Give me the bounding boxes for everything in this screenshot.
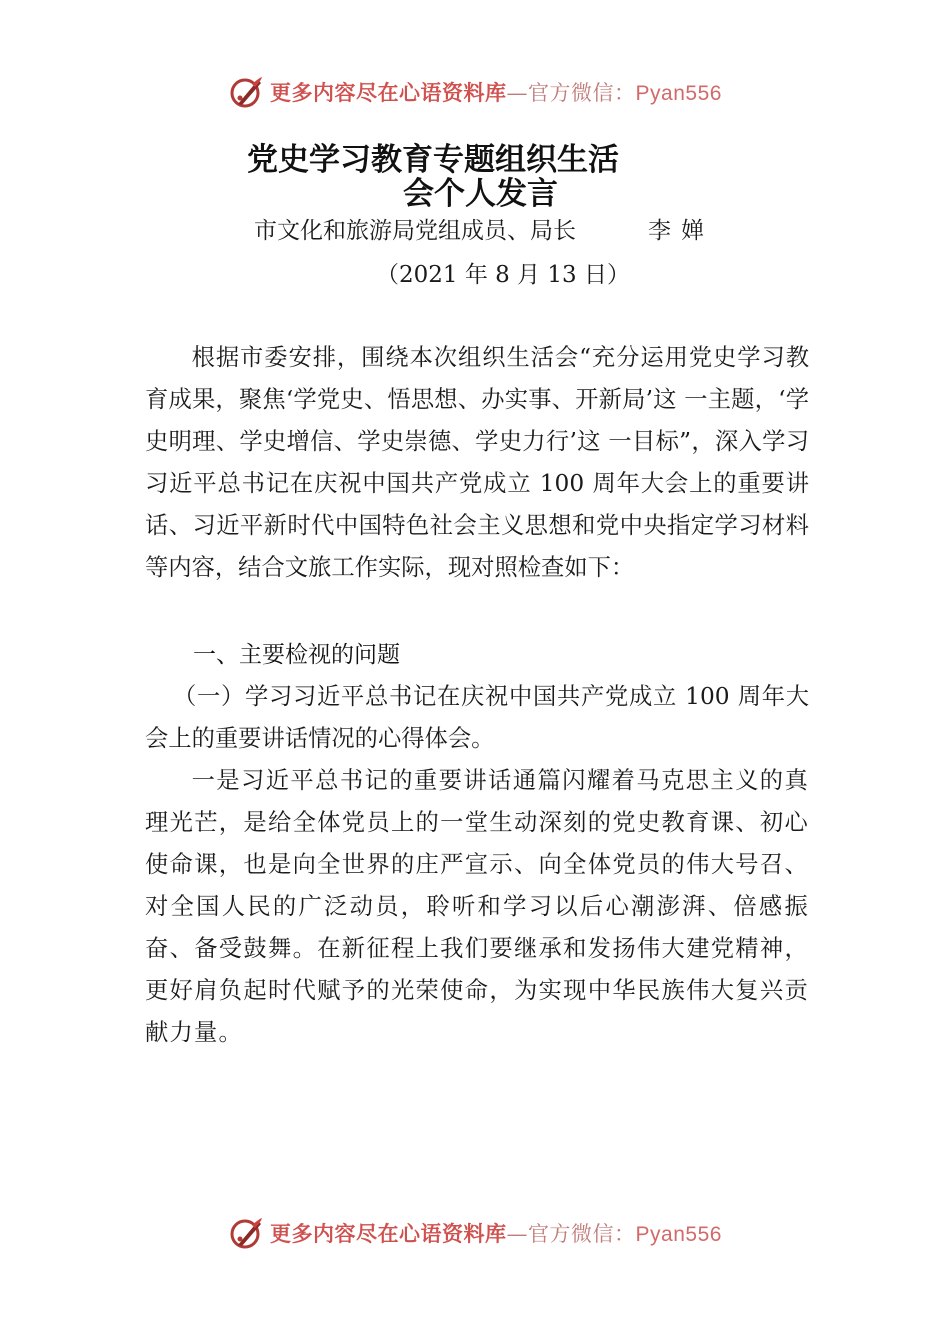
section-heading: 一、主要检视的问题 [193, 642, 400, 668]
banner-wechat-id: Pyan556 [635, 1223, 722, 1246]
quill-logo-icon [228, 1215, 264, 1251]
author-line [254, 212, 714, 245]
paragraph-intro: 根据市委安排，围绕本次组织生活会“充分运用党史学习教育成果，聚焦‘学党史、悟思想、办实事、开新局’这 一主题，‘学史明理、学史增信、学史崇德、学史力行’这 一目标”，深入学习习近平总书记在庆祝中国共产党成立 100 周年大会上的重要讲话、习近平新时代中国特色社会主义思想和党中央指定学习材料等内容，结合文旅工作实际，现对照检查如下： [145, 344, 809, 581]
author-name: 李婵 [648, 218, 714, 244]
paragraph-subheading: （一）学习习近平总书记在庆祝中国共产党成立 100 周年大会上的重要讲话情况的心得体会。 [145, 683, 809, 752]
document-title-line2: 会个人发言 [403, 176, 558, 212]
footer-banner [0, 1213, 950, 1253]
banner-wechat-label: —官方微信： [506, 81, 636, 105]
document-title-line1: 党史学习教育专题组织生活 [247, 142, 619, 178]
document-date: （2021 年 8 月 13 日） [376, 262, 630, 288]
banner-wechat-id: Pyan556 [635, 82, 722, 105]
banner-brand: 更多内容尽在心语资料库 [270, 80, 507, 105]
banner-brand: 更多内容尽在心语资料库 [270, 1221, 507, 1246]
banner-wechat-label: —官方微信： [506, 1222, 636, 1246]
paragraph-body: 一是习近平总书记的重要讲话通篇闪耀着马克思主义的真理光芒，是给全体党员上的一堂生动深刻的党史教育课、初心使命课，也是向全世界的庄严宣示、向全体党员的伟大号召、对全国人民的广泛动员，聆听和学习以后心潮澎湃、倍感振奋、备受鼓舞。在新征程上我们要继承和发扬伟大建党精神，更好肩负起时代赋予的光荣使命，为实现中华民族伟大复兴贡献力量。 [145, 767, 809, 1046]
author-role: 市文化和旅游局党组成员、局长 [254, 218, 576, 244]
header-banner [0, 72, 950, 112]
quill-logo-icon [228, 74, 264, 110]
banner-text [270, 77, 722, 107]
banner-text [270, 1218, 722, 1248]
